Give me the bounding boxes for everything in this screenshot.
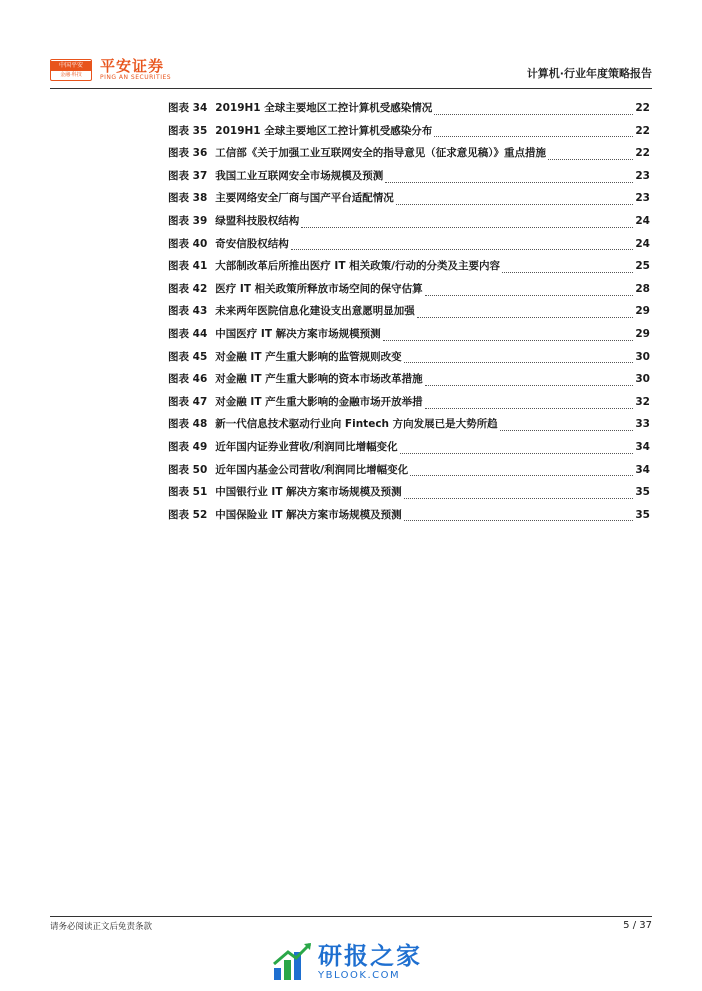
figure-page-number: 25 — [635, 260, 650, 273]
dot-leader — [417, 309, 634, 318]
dot-leader — [502, 264, 633, 273]
toc-entry[interactable] — [168, 190, 650, 213]
dot-leader — [434, 106, 633, 115]
figure-title: 近年国内证券业营收/利润同比增幅变化 — [215, 440, 398, 453]
figure-number: 图表 43 — [168, 305, 208, 318]
figure-title: 中国银行业 IT 解决方案市场规模及预测 — [215, 486, 402, 499]
toc-entry[interactable] — [168, 507, 650, 530]
figure-number: 图表 34 — [168, 102, 208, 114]
dot-leader — [385, 174, 633, 183]
figure-title: 2019H1 全球主要地区工控计算机受感染分布 — [215, 124, 433, 137]
figure-page-number: 24 — [635, 214, 650, 227]
figure-page-number: 22 — [635, 147, 650, 160]
header-divider — [50, 88, 652, 89]
badge-bottom-text: 金融·科技 — [60, 72, 82, 78]
figure-page-number: 34 — [635, 440, 650, 453]
watermark-cn: 研报之家 — [318, 942, 422, 970]
figure-page-number: 23 — [635, 169, 650, 182]
figure-title: 绿盟科技股权结构 — [215, 214, 300, 227]
figure-page-number: 24 — [635, 237, 650, 250]
report-title: 计算机·行业年度策略报告 — [526, 67, 652, 80]
dot-leader — [291, 241, 634, 250]
figure-title: 我国工业互联网安全市场规模及预测 — [215, 169, 384, 182]
dot-leader — [410, 467, 633, 476]
toc-entry[interactable] — [168, 258, 650, 281]
toc-entry[interactable] — [168, 394, 650, 417]
figure-title: 大部制改革后所推出医疗 IT 相关政策/行动的分类及主要内容 — [215, 260, 500, 273]
dot-leader — [404, 512, 634, 521]
dot-leader — [301, 219, 633, 228]
figure-page-number: 22 — [635, 124, 650, 137]
bar-chart-icon — [272, 942, 314, 982]
yblook-watermark — [272, 942, 422, 982]
figure-number: 图表 37 — [168, 169, 208, 182]
figure-number: 图表 48 — [168, 418, 208, 431]
toc-entry[interactable] — [168, 462, 650, 485]
page-header — [50, 55, 652, 87]
figure-title: 未来两年医院信息化建设支出意愿明显加强 — [215, 305, 415, 318]
figure-page-number: 33 — [635, 418, 650, 431]
toc-entry[interactable] — [168, 326, 650, 349]
figure-page-number: 35 — [635, 486, 650, 499]
dot-leader — [548, 151, 633, 160]
badge-top-text: 中国平安 — [51, 61, 91, 71]
toc-entry[interactable] — [168, 416, 650, 439]
figure-title: 新一代信息技术驱动行业向 Fintech 方向发展已是大势所趋 — [215, 418, 498, 431]
dot-leader — [383, 332, 634, 341]
toc-entry[interactable] — [168, 281, 650, 304]
figure-title: 对金融 IT 产生重大影响的监管规则改变 — [215, 350, 402, 363]
figure-number: 图表 40 — [168, 237, 208, 250]
toc-entry[interactable] — [168, 168, 650, 191]
figure-title: 对金融 IT 产生重大影响的金融市场开放举措 — [215, 395, 423, 408]
dot-leader — [425, 377, 634, 386]
table-of-figures — [168, 100, 650, 529]
ping-an-logo — [50, 55, 171, 85]
figure-number: 图表 50 — [168, 463, 208, 476]
figure-number: 图表 46 — [168, 373, 208, 386]
figure-number: 图表 42 — [168, 282, 208, 295]
figure-page-number: 22 — [635, 102, 650, 114]
figure-title: 对金融 IT 产生重大影响的资本市场改革措施 — [215, 373, 423, 386]
figure-page-number: 29 — [635, 327, 650, 340]
figure-page-number: 32 — [635, 395, 650, 408]
brand-wordmark — [100, 58, 171, 82]
figure-number: 图表 39 — [168, 214, 208, 227]
watermark-en: YBLOOK.COM — [318, 970, 401, 981]
brand-name-cn: 平安证券 — [100, 57, 165, 75]
figure-title: 医疗 IT 相关政策所释放市场空间的保守估算 — [215, 282, 423, 295]
figure-number: 图表 45 — [168, 350, 208, 363]
figure-page-number: 23 — [635, 192, 650, 205]
dot-leader — [400, 445, 634, 454]
figure-page-number: 30 — [635, 350, 650, 363]
figure-number: 图表 47 — [168, 395, 208, 408]
dot-leader — [425, 400, 634, 409]
figure-title: 2019H1 全球主要地区工控计算机受感染情况 — [215, 102, 433, 114]
page-number: 5 / 37 — [623, 920, 652, 931]
figure-number: 图表 49 — [168, 440, 208, 453]
figure-number: 图表 41 — [168, 260, 208, 273]
toc-entry[interactable] — [168, 349, 650, 372]
figure-title: 中国医疗 IT 解决方案市场规模预测 — [215, 327, 381, 340]
figure-page-number: 35 — [635, 508, 650, 521]
figure-page-number: 28 — [635, 282, 650, 295]
figure-title: 奇安信股权结构 — [215, 237, 289, 250]
toc-entry[interactable] — [168, 484, 650, 507]
toc-entry[interactable] — [168, 371, 650, 394]
dot-leader — [500, 422, 634, 431]
dot-leader — [404, 354, 634, 363]
figure-title: 中国保险业 IT 解决方案市场规模及预测 — [215, 508, 402, 521]
toc-entry[interactable] — [168, 213, 650, 236]
figure-number: 图表 52 — [168, 508, 208, 521]
figure-number: 图表 44 — [168, 327, 208, 340]
figure-title: 工信部《关于加强工业互联网安全的指导意见（征求意见稿）》重点措施 — [215, 147, 547, 160]
figure-number: 图表 35 — [168, 124, 208, 137]
disclaimer-note: 请务必阅读正文后免责条款 — [50, 922, 153, 932]
toc-entry[interactable] — [168, 100, 650, 123]
china-pingan-badge — [50, 59, 92, 81]
dot-leader — [425, 287, 634, 296]
figure-title: 近年国内基金公司营收/利润同比增幅变化 — [215, 463, 409, 476]
figure-number: 图表 51 — [168, 486, 208, 499]
figure-page-number: 30 — [635, 373, 650, 386]
toc-entry[interactable] — [168, 123, 650, 146]
figure-number: 图表 38 — [168, 192, 208, 205]
toc-entry[interactable] — [168, 303, 650, 326]
toc-entry[interactable] — [168, 145, 650, 168]
figure-title: 主要网络安全厂商与国产平台适配情况 — [215, 192, 394, 205]
footer-divider — [50, 916, 652, 917]
toc-entry[interactable] — [168, 439, 650, 462]
dot-leader — [404, 490, 634, 499]
dot-leader — [396, 196, 634, 205]
figure-page-number: 29 — [635, 305, 650, 318]
brand-name-en: PING AN SECURITIES — [100, 74, 172, 81]
toc-entry[interactable] — [168, 236, 650, 259]
dot-leader — [434, 128, 633, 137]
figure-page-number: 34 — [635, 463, 650, 476]
figure-number: 图表 36 — [168, 147, 208, 160]
